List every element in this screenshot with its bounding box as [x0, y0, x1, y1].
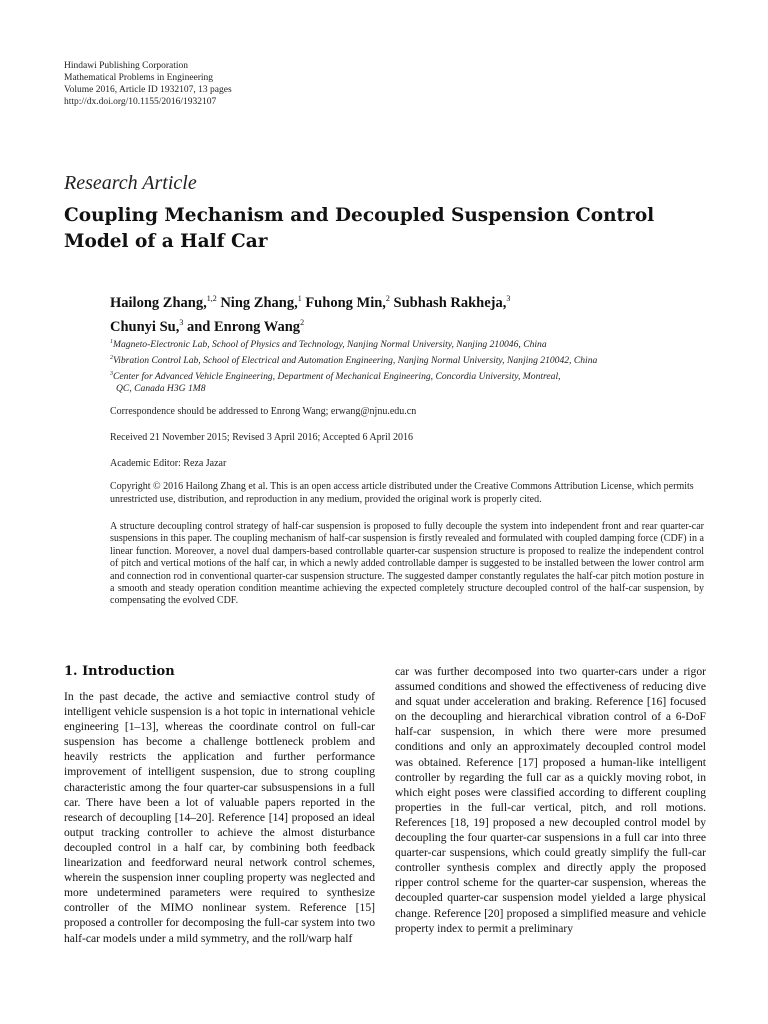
author-name: and Enrong Wang: [183, 318, 301, 335]
affiliation-number: 2: [110, 354, 113, 361]
publisher-name: Hindawi Publishing Corporation: [64, 61, 189, 71]
affiliation: [110, 352, 710, 368]
journal-masthead: [64, 60, 232, 108]
author-affiliation-mark: 2: [385, 294, 390, 303]
abstract: A structure decoupling control strategy of half-car suspension is proposed to fully decouple the system into independent front and rear quarter-car suspensions in this paper. The coupling mechanism of half-car suspension is firstly revealed and formulated with coupled damping force (CDF) in a linear function. Moreover, a novel dual dampers-based controllable quarter-car suspension structure is proposed to realize the independent control of pitch and vertical motions of the half car, in which a newly added controllable damper is suggested to be installed between the lower control arm and connection rod in conventional quarter-car suspension structure. The suggested damper constantly regulates the half-car pitch motion posture in a smooth and steady operation condition meantime achieving the expected completely structure decoupled control of the half-car suspension, by compensating the evolved CDF.: [110, 521, 704, 607]
affiliation-text: QC, Canada H3G 1M8: [116, 383, 206, 395]
affiliations: [110, 336, 710, 396]
author-name: Hailong Zhang,: [110, 294, 207, 311]
correspondence-note: Correspondence should be addressed to Enrong Wang; erwang@njnu.edu.cn: [110, 406, 417, 417]
introduction-text-right: car was further decomposed into two quarter-cars under a rigor assumed conditions and showed the effectiveness of reducing dive and squat under acceleration and braking. Reference [16] focused on the decoupling and hierarchical vibration control of a 6-DoF half-car suspension, in which there were more presumed conditions and only an approximately decoupled control model was obtained. Reference [17] proposed a human-like intelligent controller by regarding the full car as a quickly moving robot, in which eight poses were classified according to different coupling properties in the full-car vertical, pitch, and roll motions. References [18, 19] proposed a new decoupled control model by decoupling the four quarter-car suspensions in a full car into three quarter-car suspensions, which could greatly simplify the full-car controller synthesis complex and directly apply the proposed ripper control scheme for the quarter-car suspension, whereas the decoupled quarter-car suspension model yielded a large physical change. Reference [20] proposed a simplified measure and vehicle property index to permit a preliminary: [395, 665, 706, 935]
affiliation: [110, 368, 710, 384]
body-column-left: [64, 664, 375, 946]
paper-title: Coupling Mechanism and Decoupled Suspension Control Model of a Half Car: [64, 205, 655, 252]
introduction-text-left: In the past decade, the active and semiactive control study of intelligent vehicle suspension is a hot topic in international vehicle engineering [1–13], whereas the coordinate control on full-car suspension has become a challenge bottleneck problem and heavily restricts the application and further performance improvement of intelligent suspension, due to strong coupling characteristic among the four quarter-car subsuspensions in a full car. There have been a lot of valuable papers reported in the research of decoupling [14–20]. Reference [14] proposed an ideal output tracking controller to achieve the almost disturbance decoupled control in a half car, by combining both feedback linearization and feedforward neural network control schemes, wherein the suspension inner coupling property was neglected and more undetermined parameters were required to synthesize controller of the MIMO nonlinear system. Reference [15] proposed a controller for decomposing the full-car system into two half-car models under a mild symmetry, and the roll/warp half: [64, 690, 375, 945]
author-affiliation-mark: 3: [179, 317, 184, 327]
affiliation: [110, 383, 710, 396]
affiliation: [110, 336, 710, 352]
author-name: Chunyi Su,: [110, 318, 180, 335]
author-list: [110, 289, 710, 337]
affiliation-text: Vibration Control Lab, School of Electrical and Automation Engineering, Nanjing Normal University, Nanjing 210042, China: [113, 354, 598, 366]
author-line-2: [110, 313, 710, 337]
author-affiliation-mark: 2: [300, 317, 305, 327]
author-affiliation-mark: 1: [297, 294, 302, 303]
doi-link[interactable]: http://dx.doi.org/10.1155/2016/1932107: [64, 97, 217, 107]
copyright-notice: Copyright © 2016 Hailong Zhang et al. This is an open access article distributed under the Creative Commons Attribution License, which permits unrestricted use, distribution, and reproduction in any medium, provided the original work is properly cited.: [110, 481, 694, 505]
received-dates: Received 21 November 2015; Revised 3 April 2016; Accepted 6 April 2016: [110, 432, 413, 443]
author-name: Subhash Rakheja,: [389, 294, 507, 311]
author-line-1: [110, 289, 710, 313]
academic-editor: Academic Editor: Reza Jazar: [110, 458, 227, 469]
affiliation-text: Center for Advanced Vehicle Engineering, Department of Mechanical Engineering, Concordia University, Montreal,: [113, 370, 561, 382]
volume-info: Volume 2016, Article ID 1932107, 13 pages: [64, 85, 232, 95]
section-heading: 1. Introduction: [64, 664, 175, 679]
affiliation-number: 3: [110, 370, 113, 377]
body-column-right: [395, 664, 706, 936]
author-name: Ning Zhang,: [216, 294, 298, 311]
article-type: Research Article: [64, 172, 197, 194]
author-affiliation-mark: 1,2: [206, 294, 217, 303]
journal-name: Mathematical Problems in Engineering: [64, 73, 214, 83]
author-name: Fuhong Min,: [301, 294, 386, 311]
author-affiliation-mark: 3: [506, 294, 511, 303]
affiliation-number: 1: [110, 339, 113, 345]
affiliation-text: Magneto-Electronic Lab, School of Physics and Technology, Nanjing Normal University, Nanjing 210046, China: [113, 339, 547, 351]
